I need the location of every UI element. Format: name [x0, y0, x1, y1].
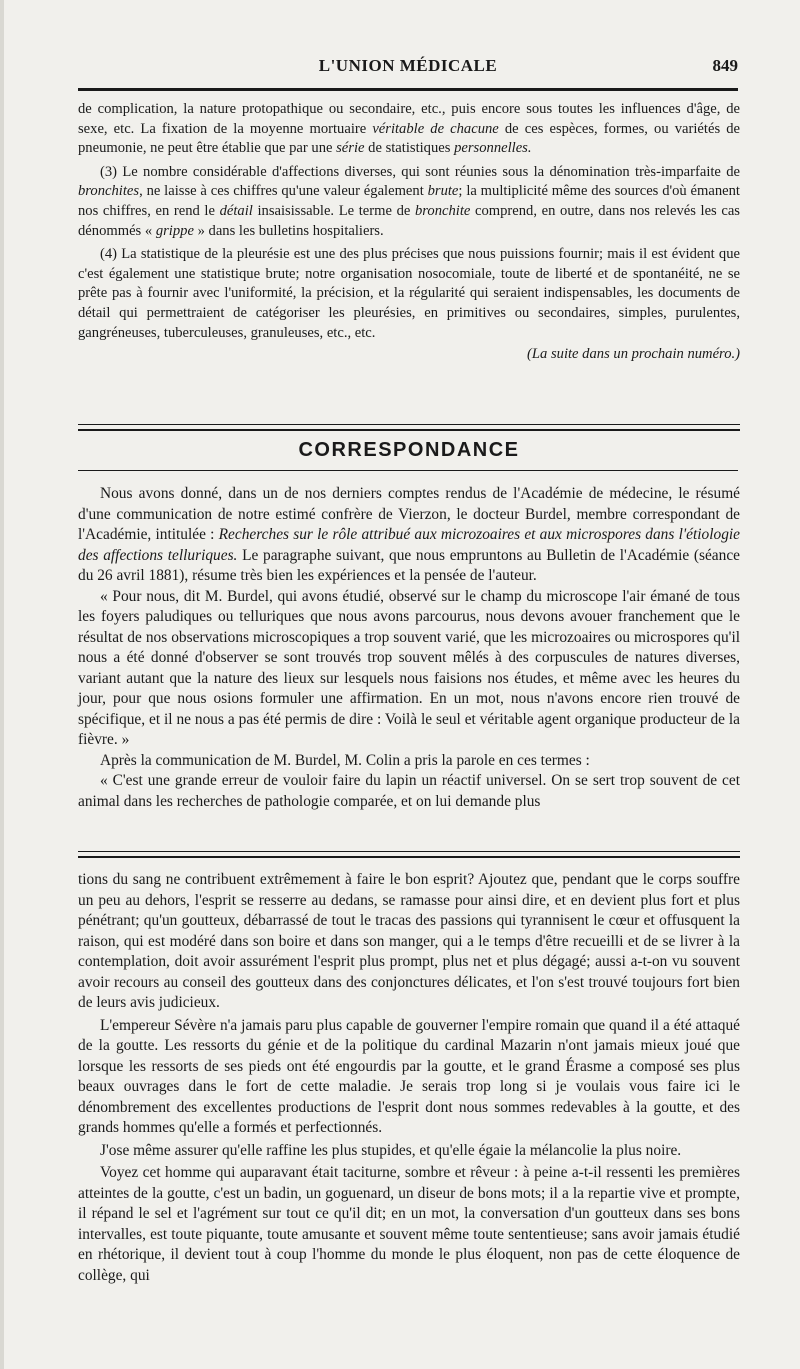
feuilleton-paragraph: L'empereur Sévère n'a jamais paru plus capable de gouverner l'empire romain que quand il a été attaqué de la goutte. Les ressorts du génie et de la politique du cardinal Mazarin n'ont jamais mieux joué que lorsque les ressorts de ses pieds ont été engourdis par la goutte, et le grand Érasme a composé ses plus beaux ouvrages dans le fort de cette maladie. Je serais trop long si je voulais vous faire ici le dénombrement des excellentes productions de l'esprit dont nous sommes redevables à la goutte, et des grands hommes qu'elle a formés et perfectionnés. [78, 1016, 740, 1136]
emphasis: détail [219, 202, 253, 219]
emphasis: véritable de chacune [372, 120, 499, 137]
quote-paragraph: « C'est une grande erreur de vouloir faire du lapin un réactif universel. On se sert trop souvent de cet animal dans les recherches de pathologie comparée, et on lui demande plus [78, 772, 740, 810]
quote-paragraph: « Pour nous, dit M. Burdel, qui avons étudié, observé sur le champ du microscope l'air émané de tous les foyers paludiques ou telluriques que nous avons parcourus, nous devons avouer franchement que le résultat de nos observations microscopiques a trop souvent varié, que les microzoaires ou microspores qu'il nous a été donné d'observer se sont trouvés trop souvent mêlés à des corpuscules de natures diverses, variant autant que la nature des lieux sur lesquels nous faisions nos études, et même avec les heures du jour, pour que nous osions formuler une affirmation. En un mot, nous n'avons encore rien trouvé de spécifique, et il ne nous a pas été permis de dire : Voilà le seul et véritable agent organique producteur de la fièvre. » [78, 587, 740, 748]
header-rule [78, 88, 738, 91]
feuilleton-paragraph: tions du sang ne contribuent extrêmement à faire le bon esprit? Ajoutez que, pendant que le corps souffre un peu au dehors, l'esprit se resserre au dedans, se ramasse pour ainsi dire, et en devient plus fort et plus pénétrant; qu'un goutteux, débarrassé de tout le tracas des passions qui tyrannisent le cœur et offusquent la raison, qui est modéré dans son boire et dans son manger, qui a le temps d'être recueilli et de se livrer à la contemplation, doit avoir assurément l'esprit plus prompt, plus net et plus dégagé; aussi a-t-on vu souvent avoir recours au conseil des goutteux dans des conjonctures délicates, et l'on s'est trouvé toujours fort bien de leurs avis judicieux. [78, 871, 740, 1011]
page-number: 849 [712, 56, 738, 75]
emphasis: brute [427, 183, 459, 200]
note-4: (4) La statistique de la pleurésie est une des plus précises que nous puissions fournir; mais il est évident que c'est également une statistique brute; notre organisation nosocomiale, toute de liberté et de spontanéité, ne se prête pas à fournir avec l'uniformité, la précision, et la régularité qui seraient indispensables, les documents de détail qui permettraient de catégoriser les pleurésies, en primitives ou secondaires, simples, purulentes, gangréneuses, tuberculeuses, granuleuses, etc., etc. [78, 246, 740, 341]
feuilleton-paragraph: Voyez cet homme qui auparavant était taciturne, sombre et rêveur : à peine a-t-il ressenti les premières atteintes de la goutte, c'est un badin, un goguenard, un diseur de bons mots; il a la repartie vive et prompte, il répand le sel et l'agrément sur tout ce qu'il dit; en un mot, la conversation d'un goutteux dans ses bons intervalles, est toute piquante, toute amusante et souvent même toute sententieuse; sans avoir jamais étudié en rhétorique, il devient tout à coup l'homme du monde le plus éloquent, non pas de cette éloquence de collège, qui [78, 1164, 740, 1284]
emphasis: grippe [155, 222, 194, 239]
section-rule-bottom [78, 470, 738, 471]
note-3: (3) Le nombre considérable d'affections diverses, qui sont réunies sous la dénomination très-imparfaite de bronchites, ne laisse à ces chiffres qu'une valeur également brute; la multiplicité même des sources d'où émanent nos chiffres, en rend le détail insaisissable. Le terme de bronchite comprend, en outre, dans nos relevés les cas dénommés « grippe » dans les bulletins hospitaliers. [78, 163, 740, 239]
note-2-continuation: de complication, la nature protopathique ou secondaire, etc., puis encore sous toutes les influences d'âge, de sexe, etc. La fixation de la moyenne mortuaire véritable de chacune de ces espèces, formes, ou variétés de pneumonie, ne peut être établie que par une série de statistiques personnelles. [78, 101, 740, 157]
article-paragraph: Après la communication de M. Burdel, M. Colin a pris la parole en ces termes : [100, 751, 590, 769]
article-title-italic: Recherches sur le rôle attribué aux microzoaires et aux microspores dans l'étiologie des affections telluriques. [78, 526, 740, 564]
continuation-note: (La suite dans un prochain numéro.) [527, 346, 740, 363]
feuilleton-rule [78, 851, 740, 858]
emphasis: bronchite [414, 202, 471, 219]
feuilleton-paragraph: J'ose même assurer qu'elle raffine les plus stupides, et qu'elle égaie la mélancolie la plus noire. [100, 1141, 682, 1159]
running-header [78, 56, 738, 82]
correspondance-article [78, 484, 740, 812]
emphasis: personnelles. [454, 140, 532, 157]
journal-title: L'UNION MÉDICALE [318, 56, 498, 75]
page-edge [0, 0, 4, 1369]
emphasis: bronchites [78, 183, 140, 200]
feuilleton-section [78, 870, 740, 1286]
notes-section [78, 100, 740, 365]
section-rule-top [78, 424, 740, 431]
article-paragraph: Nous avons donné, dans un de nos derniers comptes rendus de l'Académie de médecine, le résumé d'une communication de notre estimé confrère de Vierzon, le docteur Burdel, membre correspondant de l'Académie, intitulée : Recherches sur le rôle attribué aux microzoaires et aux microspores dans l'étiologie des affections telluriques. Le paragraphe suivant, que nous empruntons au Bulletin de l'Académie (séance du 26 avril 1881), résume très bien les expériences et la pensée de l'auteur. [78, 485, 740, 584]
section-title: CORRESPONDANCE [298, 439, 520, 461]
emphasis: série [336, 140, 365, 157]
